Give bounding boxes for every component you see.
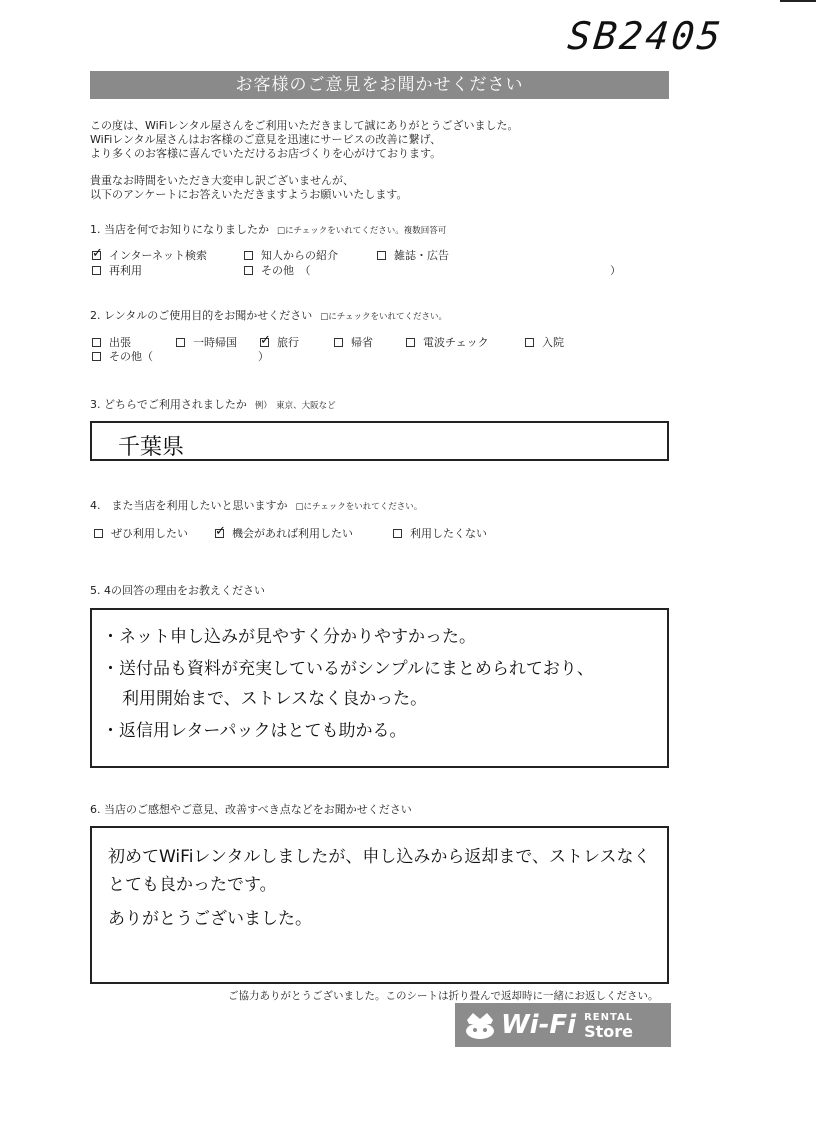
- checkbox-icon[interactable]: [377, 251, 386, 260]
- q3-label: [90, 396, 336, 412]
- checkbox-icon[interactable]: [525, 338, 534, 347]
- logo-wifi-text: Wi-Fi: [501, 1010, 577, 1040]
- q4-option-definitely[interactable]: ぜひ利用したい: [94, 525, 188, 541]
- q6-answer-box[interactable]: [90, 826, 669, 984]
- q2-option-homecoming[interactable]: 帰省: [334, 334, 373, 350]
- q2-note: □にチェックをいれてください。: [320, 312, 448, 322]
- footer-note: ご協力ありがとうございました。このシートは折り畳んで返却時に一緒にお返しください。: [228, 990, 659, 1002]
- checkbox-icon[interactable]: [94, 529, 103, 538]
- q1-label: [90, 221, 446, 237]
- checkbox-icon[interactable]: [92, 338, 101, 347]
- checkbox-checked-icon[interactable]: [215, 529, 224, 538]
- intro-line-4: 貴重なお時間をいただき大変申し訳ございませんが、: [90, 174, 354, 187]
- intro-line-2: WiFiレンタル屋さんはお客様のご意見を迅速にサービスの改善に繋げ、: [90, 133, 442, 146]
- q3-note: 例） 東京、大阪など: [254, 401, 336, 411]
- q2-option-temporary-return[interactable]: 一時帰国: [176, 334, 237, 350]
- logo-rental-store: [584, 1011, 633, 1039]
- survey-title: お客様のご意見をお聞かせください: [90, 71, 669, 99]
- checkbox-icon[interactable]: [393, 529, 402, 538]
- q1-option-other[interactable]: その他 （: [244, 262, 311, 278]
- checkbox-icon[interactable]: [176, 338, 185, 347]
- q1-other-close: ）: [610, 264, 621, 277]
- q5-answer-line-2: ・送付品も資料が充実しているがシンプルにまとめられており、: [102, 659, 594, 679]
- q5-answer-line-4: ・返信用レターパックはとても助かる。: [102, 721, 407, 741]
- q2-option-hospital[interactable]: 入院: [525, 334, 564, 350]
- q2-option-business[interactable]: 出張: [92, 334, 131, 350]
- checkbox-icon[interactable]: [92, 352, 101, 361]
- checkbox-icon[interactable]: [92, 266, 101, 275]
- q1-option-internet[interactable]: ✓インターネット検索: [92, 247, 207, 263]
- checkbox-icon[interactable]: [406, 338, 415, 347]
- q1-question: 1. 当店を何でお知りになりましたか: [90, 223, 269, 236]
- serial-number: SB2405: [565, 14, 726, 58]
- q2-other-close: ）: [258, 350, 269, 363]
- checkbox-checked-icon[interactable]: [92, 251, 101, 260]
- q2-option-travel[interactable]: ✓ 旅行: [260, 334, 299, 350]
- checkbox-icon[interactable]: [244, 266, 253, 275]
- q6-label: 6. 当店のご感想やご意見、改善すべき点などをお聞かせください: [90, 803, 412, 816]
- q4-note: □にチェックをいれてください。: [295, 502, 423, 512]
- intro-line-1: この度は、WiFiレンタル屋さんをご利用いただきまして誠にありがとうございました。: [90, 119, 519, 132]
- q4-label: [90, 497, 422, 513]
- q2-option-signal-check[interactable]: 電波チェック: [406, 334, 489, 350]
- q6-answer-line-3: ありがとうございました。: [108, 909, 312, 929]
- q5-answer-line-3: 利用開始まで、ストレスなく良かった。: [122, 689, 428, 709]
- q2-label: [90, 307, 447, 323]
- checkbox-checked-icon[interactable]: [260, 338, 269, 347]
- q2-question: 2. レンタルのご使用目的をお聞かせください: [90, 309, 313, 322]
- q4-question: 4. また当店を利用したいと思いますか: [90, 499, 288, 512]
- logo-rental-text: RENTAL: [584, 1012, 634, 1023]
- checkbox-icon[interactable]: [334, 338, 343, 347]
- checkbox-icon[interactable]: [244, 251, 253, 260]
- q6-answer-line-1: 初めてWiFiレンタルしましたが、申し込みから返却まで、ストレスなく: [108, 847, 651, 867]
- q4-option-no[interactable]: 利用したくない: [393, 525, 487, 541]
- q5-answer-box[interactable]: [90, 608, 669, 768]
- q1-option-reuse[interactable]: 再利用: [92, 262, 142, 278]
- q6-answer-line-2: とても良かったです。: [108, 875, 277, 895]
- intro-line-3: より多くのお客様に喜んでいただけるお店づくりを心がけております。: [90, 147, 442, 160]
- q5-label: 5. 4の回答の理由をお教えください: [90, 584, 265, 597]
- wifi-rental-store-logo: [455, 1003, 671, 1047]
- intro-line-5: 以下のアンケートにお答えいただきますようお願いいたします。: [90, 188, 408, 201]
- q2-option-other[interactable]: その他（: [92, 348, 153, 364]
- q4-option-if-chance[interactable]: ✓ 機会があれば利用したい: [215, 525, 353, 541]
- edge-mark: [780, 0, 816, 2]
- q1-option-referral[interactable]: 知人からの紹介: [244, 247, 338, 263]
- q1-option-magazine[interactable]: 雑誌・広告: [377, 247, 449, 263]
- crown-mascot-icon: [461, 1010, 499, 1040]
- q3-question: 3. どちらでご利用されましたか: [90, 398, 247, 411]
- q5-answer-line-1: ・ネット申し込みが見やすく分かりやすかった。: [102, 627, 476, 647]
- q1-note: □にチェックをいれてください。複数回答可: [277, 226, 447, 236]
- q3-answer: 千葉県: [118, 435, 185, 460]
- logo-store-text: Store: [584, 1022, 633, 1041]
- q3-answer-box[interactable]: [90, 421, 669, 461]
